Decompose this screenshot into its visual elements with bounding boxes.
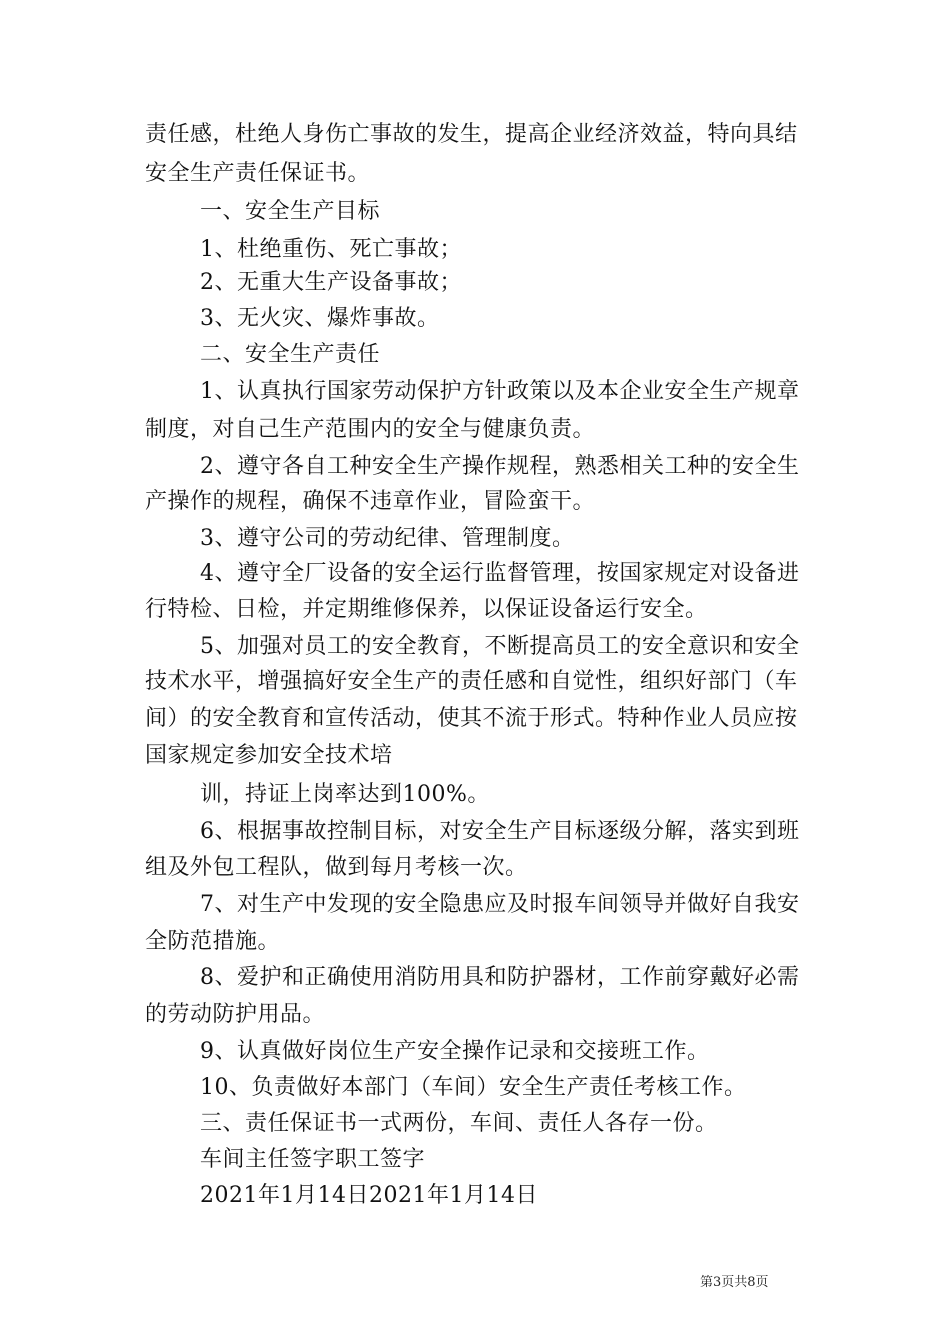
text-line: 1、认真执行国家劳动保护方针政策以及本企业安全生产规章 bbox=[200, 379, 800, 404]
signature-labels: 车间主任签字职工签字 bbox=[200, 1147, 426, 1172]
text-line: 6、根据事故控制目标，对安全生产目标逐级分解，落实到班 bbox=[200, 819, 800, 844]
text-line: 2、遵守各自工种安全生产操作规程，熟悉相关工种的安全生 bbox=[200, 454, 800, 479]
text-line: 训，持证上岗率达到100%。 bbox=[200, 782, 490, 807]
text-line: 7、对生产中发现的安全隐患应及时报车间领导并做好自我安 bbox=[200, 892, 800, 917]
text-line: 责任感，杜绝人身伤亡事故的发生，提高企业经济效益，特向具结 bbox=[145, 122, 798, 147]
text-line: 国家规定参加安全技术培 bbox=[145, 743, 393, 768]
text-line: 的劳动防护用品。 bbox=[145, 1002, 326, 1027]
text-line: 5、加强对员工的安全教育，不断提高员工的安全意识和安全 bbox=[200, 634, 800, 659]
section-heading: 一、安全生产目标 bbox=[200, 199, 381, 224]
text-line: 全防范措施。 bbox=[145, 929, 281, 954]
text-line: 1、杜绝重伤、死亡事故； bbox=[200, 237, 462, 262]
text-line: 间）的安全教育和宣传活动，使其不流于形式。特种作业人员应按 bbox=[145, 706, 798, 731]
text-line: 安全生产责任保证书。 bbox=[145, 161, 371, 186]
section-heading: 二、安全生产责任 bbox=[200, 342, 381, 367]
text-line: 组及外包工程队，做到每月考核一次。 bbox=[145, 855, 528, 880]
text-line: 3、遵守公司的劳动纪律、管理制度。 bbox=[200, 526, 575, 551]
text-line: 3、无火灾、爆炸事故。 bbox=[200, 306, 440, 331]
text-line: 制度，对自己生产范围内的安全与健康负责。 bbox=[145, 417, 596, 442]
text-line: 4、遵守全厂设备的安全运行监督管理，按国家规定对设备进 bbox=[200, 561, 800, 586]
text-line: 2、无重大生产设备事故； bbox=[200, 270, 462, 295]
text-line: 三、责任保证书一式两份，车间、责任人各存一份。 bbox=[200, 1111, 718, 1136]
signature-dates: 2021年1月14日2021年1月14日 bbox=[200, 1183, 538, 1208]
text-line: 产操作的规程，确保不违章作业，冒险蛮干。 bbox=[145, 489, 596, 514]
text-line: 9、认真做好岗位生产安全操作记录和交接班工作。 bbox=[200, 1039, 710, 1064]
text-line: 8、爱护和正确使用消防用具和防护器材，工作前穿戴好必需 bbox=[200, 965, 800, 990]
text-line: 行特检、日检，并定期维修保养，以保证设备运行安全。 bbox=[145, 597, 708, 622]
page-number: 第3页共8页 bbox=[700, 1275, 769, 1290]
text-line: 10、负责做好本部门（车间）安全生产责任考核工作。 bbox=[200, 1075, 747, 1100]
text-line: 技术水平，增强搞好安全生产的责任感和自觉性，组织好部门（车 bbox=[145, 669, 798, 694]
